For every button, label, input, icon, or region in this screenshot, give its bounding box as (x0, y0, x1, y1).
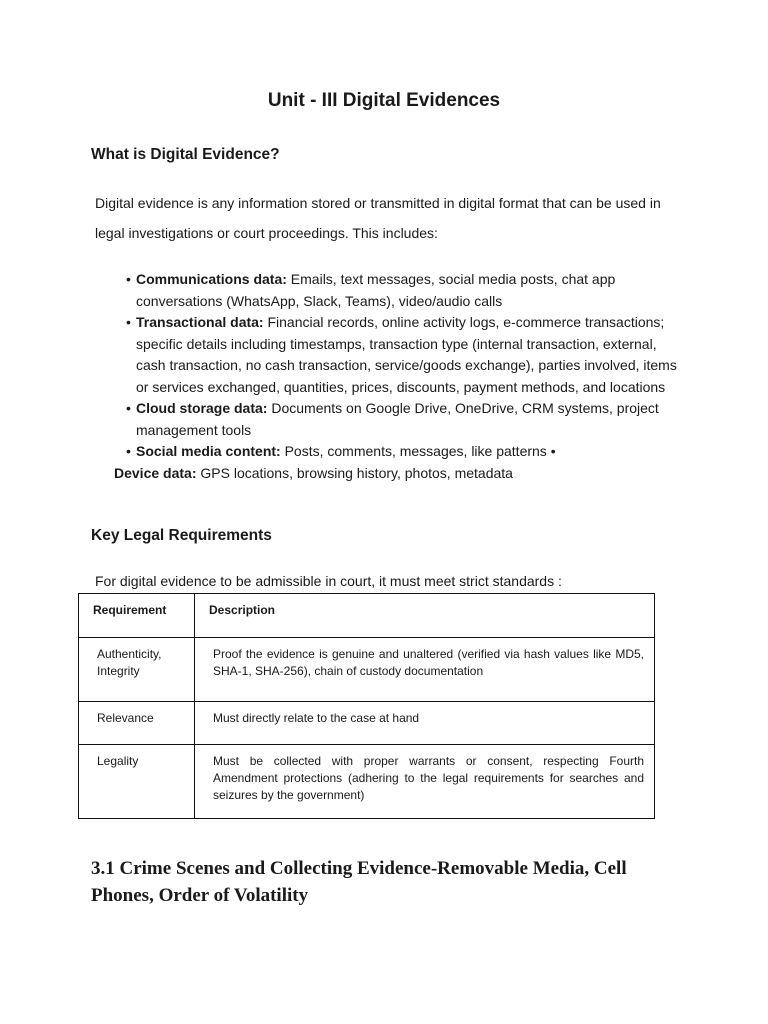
table-cell-requirement: Relevance (79, 702, 195, 745)
list-item (114, 398, 689, 441)
table-cell-requirement: Authenticity, Integrity (79, 638, 195, 702)
table-row (79, 638, 655, 702)
list-item-label: Transactional data: (136, 314, 264, 330)
list-item-text: GPS locations, browsing history, photos, metadata (196, 464, 513, 481)
list-item-text: Emails, text messages, social media posts, chat app conversations (WhatsApp, Slack, Teams), video/audio calls (136, 271, 616, 309)
list-item (114, 441, 689, 463)
bullet-icon: • (126, 400, 131, 416)
bullet-icon: • (126, 443, 131, 459)
list-item (114, 269, 689, 312)
admissibility-note: For digital evidence to be admissible in court, it must meet strict standards : (95, 573, 562, 589)
bullet-icon: • (126, 271, 131, 287)
table-cell-description: Proof the evidence is genuine and unaltered (verified via hash values like MD5, SHA-1, SHA-256), chain of custody documentation (195, 638, 655, 702)
evidence-types-list (114, 269, 689, 484)
section-heading-what-is-digital-evidence: What is Digital Evidence? (91, 146, 280, 163)
intro-paragraph: Digital evidence is any information stored or transmitted in digital format that can be used in legal investigations or court proceedings. This includes: (95, 195, 661, 241)
list-item-text: Financial records, online activity logs, e-commerce transactions; specific details including timestamps, transaction type (internal transaction, external, cash transaction, no cash transaction, service/goods exchange), parties involved, items or services exchanged, quantities, prices, discounts, payment methods, and locations (136, 314, 677, 395)
table-header-description: Description (195, 594, 655, 638)
list-item-label: Social media content: (136, 443, 281, 459)
table-cell-description: Must directly relate to the case at hand (195, 702, 655, 745)
table-row (79, 745, 655, 819)
list-item-text: Posts, comments, messages, like patterns • (280, 443, 556, 459)
list-item (114, 312, 689, 398)
bullet-icon: • (126, 314, 131, 330)
table-header-requirement: Requirement (79, 594, 195, 638)
table-cell-description: Must be collected with proper warrants or consent, respecting Fourth Amendment protections (adhering to the legal requirements for searches and seizures by the government) (195, 745, 655, 819)
section-heading-key-legal-requirements: Key Legal Requirements (91, 527, 272, 544)
list-item-label: Communications data: (136, 271, 287, 287)
list-item-label: Device data: (114, 464, 197, 481)
table-header-row (79, 594, 655, 638)
section-heading-crime-scenes: 3.1 Crime Scenes and Collecting Evidence-Removable Media, Cell Phones, Order of Volatility (91, 858, 627, 906)
table-cell-requirement: Legality (79, 745, 195, 819)
requirements-table (78, 593, 655, 819)
list-item-text: Documents on Google Drive, OneDrive, CRM systems, project management tools (136, 400, 659, 438)
list-item-device-data (114, 463, 689, 485)
table-row (79, 702, 655, 745)
page-title: Unit - III Digital Evidences (267, 90, 501, 111)
list-item-label: Cloud storage data: (136, 400, 268, 416)
